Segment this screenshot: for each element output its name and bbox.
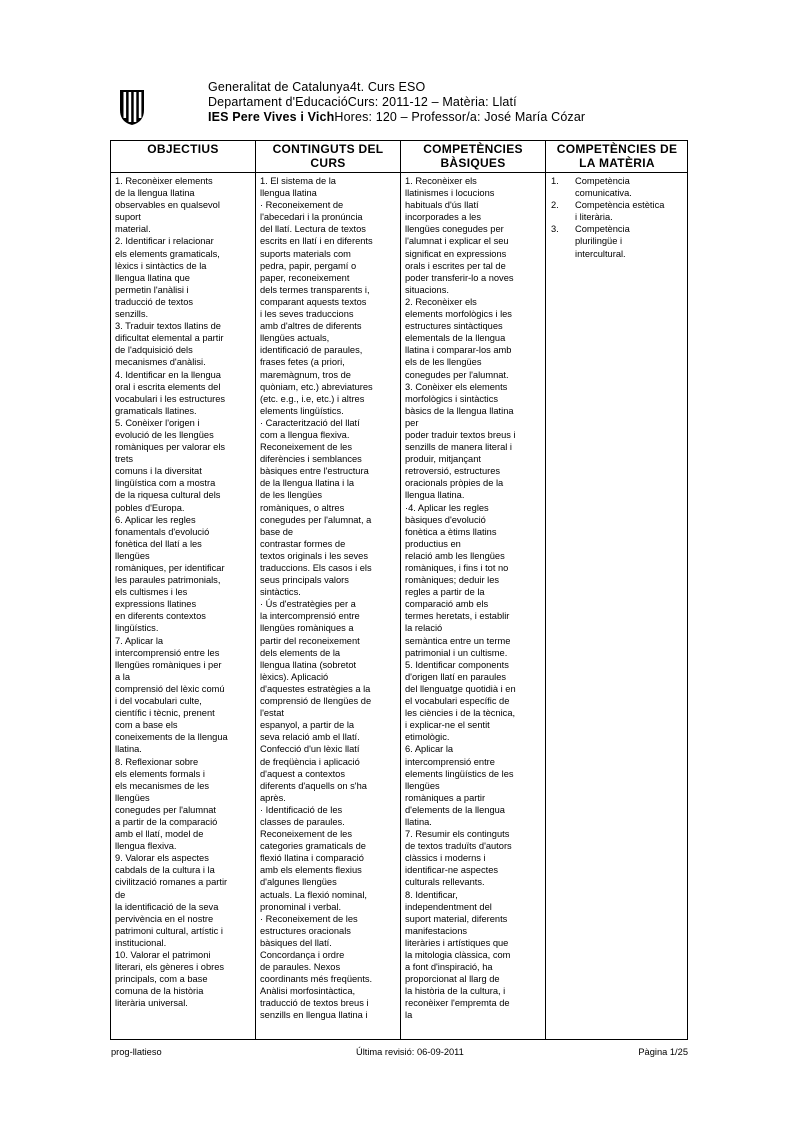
text-line: material.: [115, 224, 151, 235]
text-line: bàsiques entre l'estructura: [260, 466, 369, 477]
text-line: identificació de paraules,: [260, 345, 363, 356]
text-line: la mitologia clàssica, com: [405, 950, 511, 960]
text-line: patrimonial i un cultisme.: [405, 647, 508, 658]
text-line: fonètica a ètims llatins: [405, 526, 497, 537]
text-line: poder transferir-lo a noves: [405, 272, 514, 283]
text-line: lingüístics.: [115, 623, 159, 634]
text-line: i literària.: [575, 212, 613, 223]
text-line: llengües: [115, 792, 150, 803]
text-line: senzills.: [115, 309, 149, 320]
text-line: de la riquesa cultural dels: [115, 490, 221, 501]
text-line: llengua llatina: [260, 188, 317, 199]
text-line: frases fetes (a priori,: [260, 357, 345, 368]
text-line: oral i escrita elements del: [115, 381, 221, 392]
objectius-cell: [115, 175, 251, 1037]
text-line: i les seves traduccions: [260, 309, 354, 320]
text-line: suport material, diferents: [405, 913, 508, 924]
text-line: conegudes per l'alumnat, a: [260, 514, 372, 525]
text-line: ·4. Aplicar les regles: [405, 502, 489, 513]
text-line: significat en expressions: [405, 248, 507, 259]
text-line: elementals de la llengua: [405, 333, 506, 344]
header-line-2: Departament d'EducacióCurs: 2011-12 – Matèria: Llatí: [208, 95, 517, 109]
text-line: literària universal.: [115, 998, 188, 1009]
text-line: llatina.: [115, 744, 142, 755]
text-line: llengua llatina que: [115, 272, 190, 283]
text-line: 4. Identificar en la llengua: [115, 369, 221, 380]
course-details: Hores: 120 – Professor/a: José María Cózar: [334, 110, 586, 124]
text-line: oracionals pròpies de la: [405, 478, 504, 489]
text-line: evolució de les llengües: [115, 429, 214, 440]
competencia-item: [551, 175, 686, 199]
text-line: llengües romàniques a: [260, 623, 354, 634]
text-line: produir, mitjançant: [405, 454, 481, 465]
header-line-1: Generalitat de Catalunya4t. Curs ESO: [208, 80, 426, 94]
footer-page-number: Pàgina 1/25: [638, 1047, 688, 1057]
text-line: llengües conegudes per: [405, 224, 504, 235]
text-line: conegudes per l'alumnat: [115, 804, 217, 815]
text-line: Confecció d'un lèxic llatí: [260, 744, 360, 755]
text-line: la intercomprensió entre: [260, 611, 360, 622]
text-line: seus principals valors: [260, 575, 349, 586]
text-line: categories gramaticals de: [260, 841, 366, 852]
text-line: 9. Valorar els aspectes: [115, 853, 209, 864]
text-line: senzills en llengua llatina i: [260, 1010, 368, 1021]
text-line: Competència estètica: [575, 200, 665, 211]
text-line: escrits en llatí i en diferents: [260, 236, 373, 247]
footer-filename: prog-llatieso: [111, 1047, 162, 1057]
text-line: partir del reconeixement: [260, 635, 360, 646]
text-line: com a base els: [115, 720, 178, 731]
text-line: elements morfològics i les: [405, 309, 512, 320]
text-line: per: [405, 417, 419, 428]
text-line: comprensió de llengües de: [260, 696, 372, 707]
text-line: 1. El sistema de la: [260, 176, 336, 186]
text-line: (etc. e.g., i.e, etc.) i altres: [260, 393, 365, 404]
text-line: lèxics i sintàctics de la: [115, 260, 207, 271]
text-line: lingüística com a mostra: [115, 478, 216, 489]
text-line: contrastar formes de: [260, 538, 346, 549]
text-line: la identificació de la seva: [115, 901, 219, 912]
text-line: fonètica del llatí a les: [115, 538, 202, 549]
text-line: vocabulari i les estructures: [115, 393, 226, 404]
text-line: manifestacions: [405, 925, 468, 936]
text-line: l'alumnat i explicar el seu: [405, 236, 509, 247]
text-line: comunicativa.: [575, 188, 632, 199]
text-line: intercomprensió entre: [405, 756, 495, 767]
text-line: les paraules patrimonials,: [115, 575, 221, 586]
text-line: · Identificació de les: [260, 804, 343, 815]
text-line: estructures sintàctiques: [405, 321, 503, 332]
text-line: cabdals de la cultura i la: [115, 865, 215, 876]
text-line: els mecanismes de les: [115, 780, 210, 791]
column-divider: [400, 141, 401, 1039]
text-line: textos originals i les seves: [260, 550, 368, 561]
text-line: institucional.: [115, 937, 167, 948]
text-line: científic i tècnic, prenent: [115, 708, 215, 719]
text-line: identificar-ne aspectes: [405, 865, 499, 876]
text-line: pronominal i verbal.: [260, 901, 342, 912]
text-line: Reconeixement de les: [260, 829, 352, 840]
text-line: literàries i artístiques que: [405, 937, 509, 948]
text-line: llengües: [405, 780, 440, 791]
text-line: comparant aquests textos: [260, 296, 367, 307]
text-line: intercomprensió entre les: [115, 647, 220, 658]
header-objectius: OBJECTIUS: [147, 142, 219, 156]
text-line: del llenguatge quotidià i en: [405, 683, 516, 694]
text-line: i explicar-ne el sentit: [405, 720, 490, 731]
text-line: 8. Identificar,: [405, 889, 458, 900]
text-line: actuals. La flexió nominal,: [260, 889, 367, 900]
text-line: les ciències i de la tècnica,: [405, 708, 516, 719]
text-line: 3. Traduir textos llatins de: [115, 321, 221, 332]
text-line: clàssics i moderns i: [405, 853, 486, 864]
text-line: llengües actuals,: [260, 333, 330, 344]
text-line: · Reconeixement de les: [260, 913, 358, 924]
text-line: base de: [260, 526, 294, 537]
text-line: 6. Aplicar les regles: [115, 514, 196, 525]
text-line: Concordança i ordre: [260, 950, 345, 960]
text-line: permetin l'anàlisi i: [115, 284, 189, 295]
text-line: llatina i comparar-los amb: [405, 345, 512, 356]
text-line: Reconeixement de les: [260, 442, 352, 453]
item-text: [575, 199, 686, 223]
text-line: expressions llatines: [115, 599, 197, 610]
text-line: estructures oracionals: [260, 925, 351, 936]
text-line: lèxics). Aplicació: [260, 671, 329, 682]
header-competencies-materia: COMPETÈNCIES DE LA MATÈRIA: [556, 142, 678, 170]
footer-revision: Última revisió: 06-09-2011: [356, 1047, 464, 1057]
text-line: suports materials com: [260, 248, 351, 259]
competencies-materia-cell: [551, 175, 686, 1037]
text-line: · Caracterització del llatí: [260, 417, 360, 428]
item-number: 1.: [551, 176, 559, 186]
text-line: comuns i la diversitat: [115, 466, 202, 477]
competencies-basiques-cell: [405, 175, 543, 1037]
text-line: bàsiques d'evolució: [405, 514, 486, 525]
text-line: traducció de textos: [115, 296, 194, 307]
text-line: llengua llatina (sobretot: [260, 659, 357, 670]
text-line: semàntica entre un terme: [405, 635, 511, 646]
text-line: llatina.: [405, 816, 432, 827]
text-line: independentment del: [405, 901, 492, 912]
text-line: situacions.: [405, 284, 449, 295]
competencia-item: [551, 223, 686, 259]
text-line: de textos traduïts d'autors: [405, 841, 512, 852]
text-line: diferents d'aquells on s'ha: [260, 780, 367, 791]
text-line: de: [115, 889, 126, 900]
text-line: els elements formals i: [115, 768, 205, 779]
text-line: literari, els gèneres i obres: [115, 962, 225, 973]
continguts-cell: [260, 175, 398, 1037]
text-line: proporcionat al llarg de: [405, 974, 500, 985]
text-line: la relació: [405, 623, 443, 634]
text-line: a font d'inspiració, ha: [405, 962, 493, 973]
text-line: patrimoni cultural, artístic i: [115, 925, 223, 936]
text-line: amb els elements flexius: [260, 865, 362, 876]
text-line: els cultismes i les: [115, 587, 188, 598]
text-line: traducció de textos breus i: [260, 998, 369, 1009]
text-line: de paraules. Nexos: [260, 962, 341, 973]
text-line: gramaticals llatines.: [115, 405, 197, 416]
text-line: habituals d'ús llatí: [405, 200, 479, 211]
text-line: pervivència en el nostre: [115, 913, 214, 924]
text-line: la història de la cultura, i: [405, 986, 506, 997]
text-line: etimològic.: [405, 732, 450, 743]
text-line: conegudes per l'alumnat.: [405, 369, 509, 380]
text-line: intercultural.: [575, 248, 626, 259]
text-line: 1. Reconèixer els: [405, 176, 477, 186]
text-line: mecanismes d'anàlisi.: [115, 357, 206, 368]
text-line: i del vocabulari culte,: [115, 696, 202, 707]
column-divider: [545, 141, 546, 1039]
text-line: bàsiques del llatí.: [260, 937, 332, 948]
text-line: a partir de la comparació: [115, 816, 218, 827]
text-line: termes heretats, i establir: [405, 611, 510, 622]
text-line: retroversió, estructures: [405, 466, 501, 477]
text-line: elements lingüístics de les: [405, 768, 514, 779]
text-line: senzills de manera literal i: [405, 442, 512, 453]
text-line: romàniques per valorar els: [115, 442, 226, 453]
item-number: 3.: [551, 224, 559, 235]
text-line: diferències i semblances: [260, 454, 362, 465]
text-line: après.: [260, 792, 286, 803]
text-line: d'aquestes estratègies a la: [260, 683, 371, 694]
text-line: coneixements de la llengua: [115, 732, 228, 743]
text-line: llengua llatina.: [405, 490, 465, 501]
text-line: 5. Identificar components: [405, 659, 509, 670]
text-line: llengua flexiva.: [115, 841, 177, 852]
text-line: espanyol, a partir de la: [260, 720, 355, 731]
competencia-item: [551, 199, 686, 223]
text-line: 7. Aplicar la: [115, 635, 164, 646]
text-line: principals, com a base: [115, 974, 208, 985]
text-line: productius en: [405, 538, 461, 549]
text-line: coordinants més freqüents.: [260, 974, 373, 985]
text-line: dels termes transparents i,: [260, 284, 370, 295]
text-line: elements lingüístics.: [260, 405, 344, 416]
text-line: bàsics de la llengua llatina: [405, 405, 514, 416]
text-line: observables en qualsevol: [115, 200, 220, 211]
text-line: llengües romàniques i per: [115, 659, 222, 670]
text-line: culturals rellevants.: [405, 877, 485, 888]
text-line: comprensió del lèxic comú: [115, 683, 225, 694]
text-line: pedra, papir, pergamí o: [260, 260, 357, 271]
text-line: llatinismes i locucions: [405, 188, 495, 199]
text-line: comuna de la història: [115, 986, 204, 997]
text-line: incorporades a les: [405, 212, 481, 223]
text-line: morfològics i sintàctics: [405, 393, 498, 404]
text-line: els de les llengües: [405, 357, 482, 368]
text-line: civilització romanes a partir: [115, 877, 228, 888]
text-line: del llatí. Lectura de textos: [260, 224, 366, 235]
text-line: l'estat: [260, 708, 284, 719]
text-line: Competència: [575, 224, 630, 235]
text-line: trets: [115, 454, 134, 465]
text-line: orals i escrites per tal de: [405, 260, 506, 271]
text-line: d'elements de la llengua: [405, 804, 505, 815]
text-line: amb d'altres de diferents: [260, 321, 362, 332]
text-line: maremàgnum, tros de: [260, 369, 351, 380]
text-line: Competència: [575, 176, 630, 186]
text-line: de freqüència i aplicació: [260, 756, 360, 767]
text-line: d'origen llatí en paraules: [405, 671, 507, 682]
text-line: seva relació amb el llatí.: [260, 732, 360, 743]
text-line: d'algunes llengües: [260, 877, 337, 888]
curriculum-table: [110, 140, 688, 1040]
text-line: amb el llatí, model de: [115, 829, 204, 840]
header-divider: [111, 172, 687, 173]
text-line: quòniam, etc.) abreviatures: [260, 381, 373, 392]
text-line: · Ús d'estratègies per a: [260, 599, 356, 610]
text-line: flexió llatina i comparació: [260, 853, 364, 864]
text-line: Anàlisi morfosintàctica,: [260, 986, 356, 997]
text-line: a la: [115, 671, 130, 682]
text-line: classes de paraules.: [260, 816, 345, 827]
text-line: plurilingüe i: [575, 236, 623, 247]
item-text: [575, 175, 686, 199]
text-line: l'abecedari i la pronúncia: [260, 212, 363, 223]
text-line: suport: [115, 212, 141, 223]
text-line: de la llengua llatina i la: [260, 478, 355, 489]
text-line: romàniques a partir: [405, 792, 486, 803]
text-line: pobles d'Europa.: [115, 502, 185, 513]
text-line: · Reconeixement de: [260, 200, 344, 211]
text-line: com a llengua flexiva.: [260, 429, 350, 440]
school-name: IES Pere Vives i Vich: [208, 110, 335, 124]
header-line-3: [208, 110, 585, 125]
header-competencies-basiques: COMPETÈNCIES BÀSIQUES: [423, 142, 523, 170]
text-line: 3. Conèixer els elements: [405, 381, 508, 392]
text-line: llengües: [115, 550, 150, 561]
text-line: 8. Reflexionar sobre: [115, 756, 199, 767]
text-line: 1. Reconèixer elements: [115, 176, 213, 186]
text-line: paper, reconeixement: [260, 272, 350, 283]
text-line: de les llengües: [260, 490, 323, 501]
item-number: 2.: [551, 200, 559, 211]
text-line: regles a partir de la: [405, 587, 485, 598]
text-line: 10. Valorar el patrimoni: [115, 950, 211, 960]
text-line: romàniques, o altres: [260, 502, 345, 513]
text-line: relació amb les llengües: [405, 550, 505, 561]
text-line: romàniques, per identificar: [115, 563, 225, 573]
text-line: la: [405, 1010, 413, 1021]
text-line: de la llengua llatina: [115, 188, 195, 199]
item-text: [575, 223, 686, 259]
text-line: 7. Resumir els continguts: [405, 829, 510, 840]
text-line: reconèixer l'empremta de: [405, 998, 510, 1009]
text-line: els elements gramaticals,: [115, 248, 220, 259]
text-line: comparació amb els: [405, 599, 489, 610]
text-line: dels elements de la: [260, 647, 341, 658]
generalitat-logo: [118, 86, 146, 126]
text-line: dificultat elemental a partir: [115, 333, 224, 344]
text-line: poder traduir textos breus i: [405, 429, 516, 440]
text-line: romàniques; deduir les: [405, 575, 500, 586]
text-line: traduccions. Els casos i els: [260, 563, 372, 573]
text-line: romàniques, i fins i tot no: [405, 563, 509, 573]
text-line: sintàctics.: [260, 587, 301, 598]
column-divider: [255, 141, 256, 1039]
text-line: 6. Aplicar la: [405, 744, 454, 755]
text-line: d'aquest a contextos: [260, 768, 345, 779]
text-line: el vocabulari específic de: [405, 696, 510, 707]
text-line: de l'adquisició dels: [115, 345, 193, 356]
header-continguts: CONTINGUTS DEL CURS: [272, 142, 384, 170]
text-line: 5. Conèixer l'origen i: [115, 417, 200, 428]
text-line: 2. Reconèixer els: [405, 296, 477, 307]
text-line: en diferents contextos: [115, 611, 206, 622]
text-line: 2. Identificar i relacionar: [115, 236, 214, 247]
text-line: fonamentals d'evolució: [115, 526, 210, 537]
